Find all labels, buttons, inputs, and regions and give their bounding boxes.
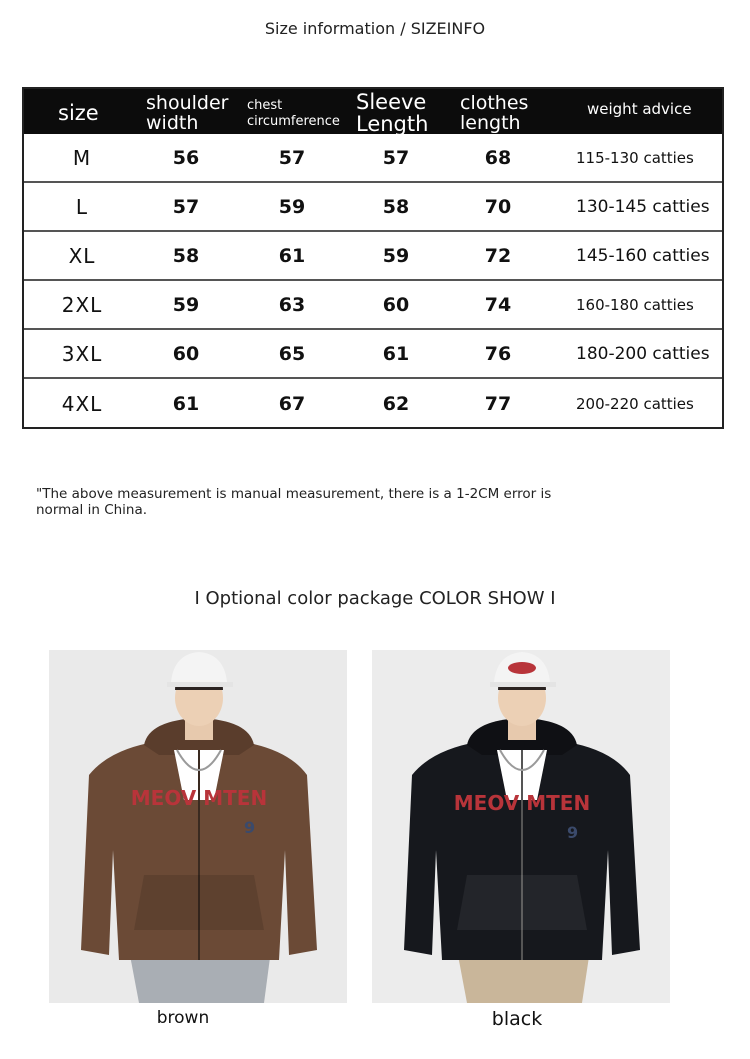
svg-text:9: 9 (244, 818, 256, 837)
cell-sleeve: 61 (382, 342, 410, 365)
cell-weight: 145-160 catties (576, 245, 710, 266)
table-row (24, 232, 722, 281)
cell-shoulder: 57 (172, 195, 200, 218)
cell-size: L (75, 194, 89, 219)
header-clothes-length: clothes length (460, 92, 529, 134)
cell-chest: 67 (278, 392, 306, 415)
cell-chest: 57 (278, 146, 306, 169)
table-row (24, 330, 722, 379)
color-label-black: black (491, 1008, 543, 1030)
cell-shoulder: 58 (172, 244, 200, 267)
header-shoulder-width: shoulder width (146, 92, 229, 134)
cell-shoulder: 59 (172, 293, 200, 316)
page-title: Size information / SIZEINFO (264, 19, 486, 38)
cell-shoulder: 61 (172, 392, 200, 415)
cell-size: 2XL (61, 292, 103, 317)
cell-length: 72 (484, 244, 512, 267)
cell-sleeve: 60 (382, 293, 410, 316)
cell-length: 70 (484, 195, 512, 218)
cell-size: 4XL (61, 391, 103, 416)
color-show-title: I Optional color package COLOR SHOW I (194, 588, 556, 609)
cell-size: M (72, 145, 92, 170)
table-row (24, 134, 722, 183)
cell-length: 76 (484, 342, 512, 365)
cell-shoulder: 56 (172, 146, 200, 169)
table-row (24, 183, 722, 232)
table-header (24, 87, 722, 137)
black-print-text: MEOV MTEN (453, 791, 591, 815)
black-hoodie-photo (372, 650, 670, 1003)
cell-sleeve: 62 (382, 392, 410, 415)
cell-weight: 180-200 catties (576, 343, 710, 364)
cell-chest: 65 (278, 342, 306, 365)
brown-print-text: MEOV MTEN (130, 786, 268, 810)
cell-shoulder: 60 (172, 342, 200, 365)
cell-weight: 200-220 catties (576, 394, 694, 413)
cell-weight: 160-180 catties (576, 295, 694, 314)
color-label-brown: brown (156, 1008, 210, 1028)
cell-length: 74 (484, 293, 512, 316)
cell-sleeve: 58 (382, 195, 410, 218)
cell-size: XL (68, 243, 96, 268)
cell-chest: 63 (278, 293, 306, 316)
cell-length: 68 (484, 146, 512, 169)
table-row (24, 281, 722, 330)
cell-sleeve: 57 (382, 146, 410, 169)
header-size: size (58, 101, 99, 125)
header-weight-advice: weight advice (587, 100, 692, 118)
header-sleeve-length: Sleeve Length (356, 90, 429, 137)
cell-chest: 61 (278, 244, 306, 267)
cell-size: 3XL (61, 341, 103, 366)
svg-text:9: 9 (567, 823, 579, 842)
cell-chest: 59 (278, 195, 306, 218)
cell-weight: 115-130 catties (576, 148, 694, 167)
measurement-note: "The above measurement is manual measurement, there is a 1-2CM error is normal in China. (36, 486, 552, 518)
cell-sleeve: 59 (382, 244, 410, 267)
cell-length: 77 (484, 392, 512, 415)
brown-hoodie-photo (49, 650, 347, 1003)
header-chest-circumference: chest circumference (247, 98, 340, 129)
cell-weight: 130-145 catties (576, 196, 710, 217)
table-row (24, 379, 722, 428)
size-table (22, 87, 724, 429)
